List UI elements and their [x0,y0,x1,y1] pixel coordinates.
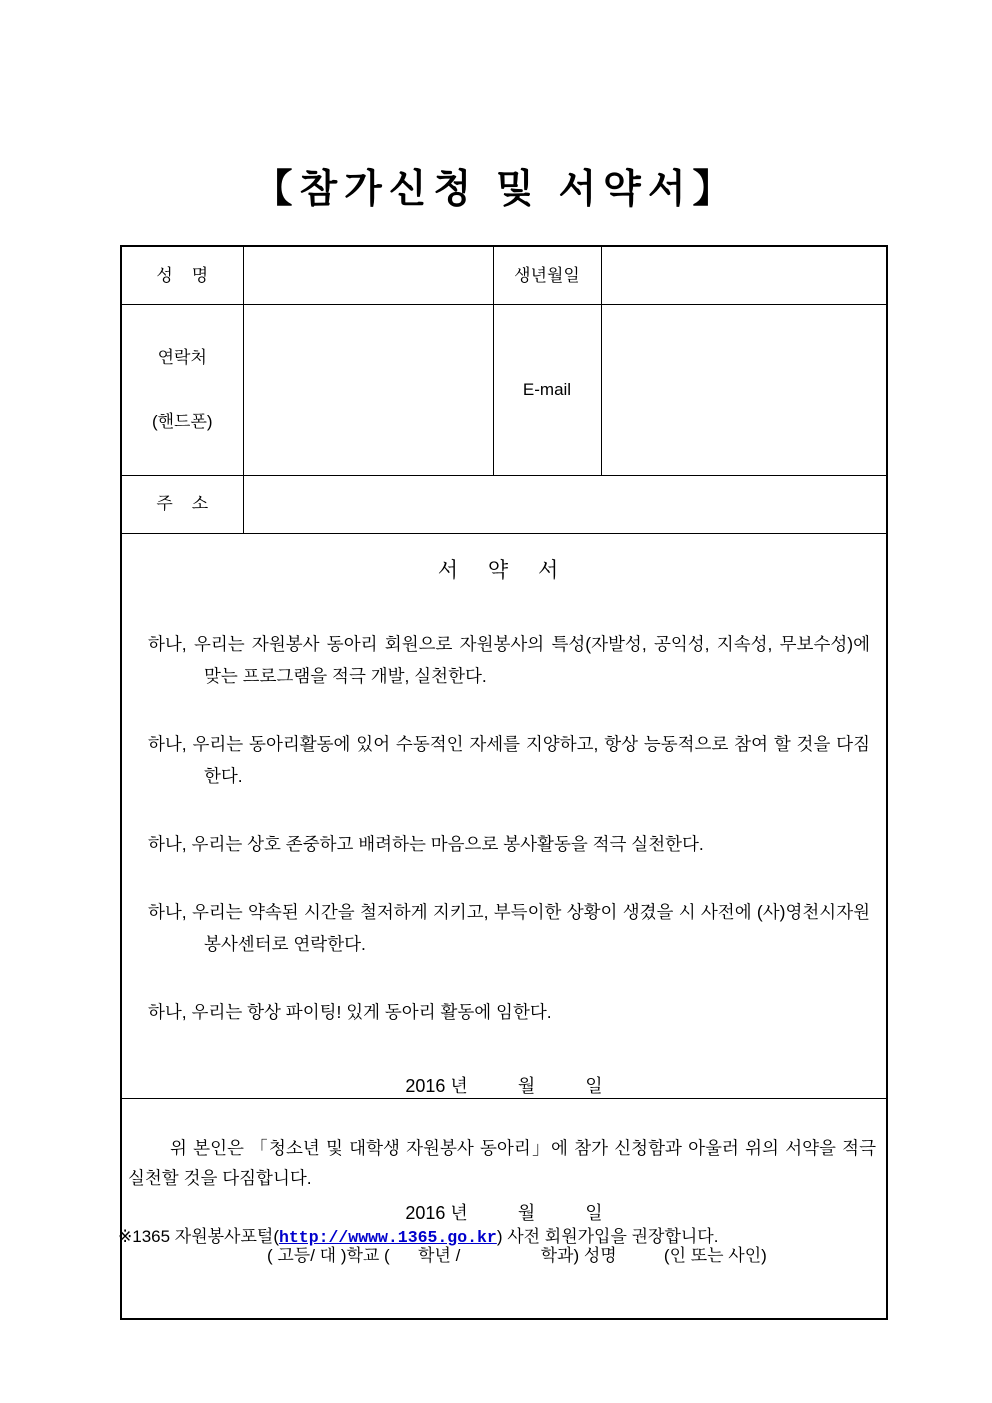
pledge-heading: 서 약 서 [437,558,571,582]
contact-label-line1: 연락처 [157,348,207,367]
email-field[interactable] [601,304,887,475]
portal-url-link[interactable]: http://wwww.1365.go.kr [278,1228,497,1247]
pledge-section-row [121,533,887,1098]
pledge-section [121,533,887,1098]
application-section-row [121,1098,887,1319]
pledge-item-4: 하나, 우리는 약속된 시간을 철저하게 지키고, 부득이한 상황이 생겼을 시 사전에 (사)영천시자원봉사센터로 연락한다. [148,901,870,954]
contact-label [121,304,243,475]
pledge-item-2: 하나, 우리는 동아리활동에 있어 수동적인 자세를 지양하고, 항상 능동적으로 참여 할 것을 다짐한다. [148,733,870,786]
application-statement: 위 본인은 「청소년 및 대학생 자원봉사 동아리」에 참가 신청함과 아울러 위의 서약을 적극 실천할 것을 다짐합니다. [128,1137,876,1188]
application-form-table [120,245,888,1320]
pledge-item-3: 하나, 우리는 상호 존중하고 배려하는 마음으로 봉사활동을 적극 실천한다. [148,833,704,854]
name-label: 성 명 [121,246,243,304]
table-row [121,246,887,304]
pledge-date-line: 2016 년 월 일 [405,1075,603,1096]
email-label: E-mail [493,304,601,475]
table-row [121,304,887,475]
table-row [121,475,887,533]
birthdate-field[interactable] [601,246,887,304]
footer-note-suffix: ) 사전 회원가입을 권장합니다. [496,1227,719,1246]
footer-note [118,1222,718,1247]
contact-label-line2: (핸드폰) [151,411,213,431]
application-signature-line: ( 고등/ 대 )학교 ( 학년 / 학과) 성명 (인 또는 사인) [267,1245,767,1265]
footer-note-prefix: ※1365 자원봉사포털( [118,1227,279,1246]
application-section [121,1098,887,1319]
page-title: 【참가신청 및 서약서】 [253,168,739,211]
birthdate-label: 생년월일 [493,246,601,304]
address-field[interactable] [243,475,887,533]
pledge-item-5: 하나, 우리는 항상 파이팅! 있게 동아리 활동에 임한다. [148,1001,552,1022]
address-label: 주 소 [121,475,243,533]
application-date-line: 2016 년 월 일 [405,1202,603,1223]
contact-field[interactable] [243,304,493,475]
name-field[interactable] [243,246,493,304]
pledge-item-1: 하나, 우리는 자원봉사 동아리 회원으로 자원봉사의 특성(자발성, 공익성, 지속성, 무보수성)에 맞는 프로그램을 적극 개발, 실천한다. [148,633,870,686]
